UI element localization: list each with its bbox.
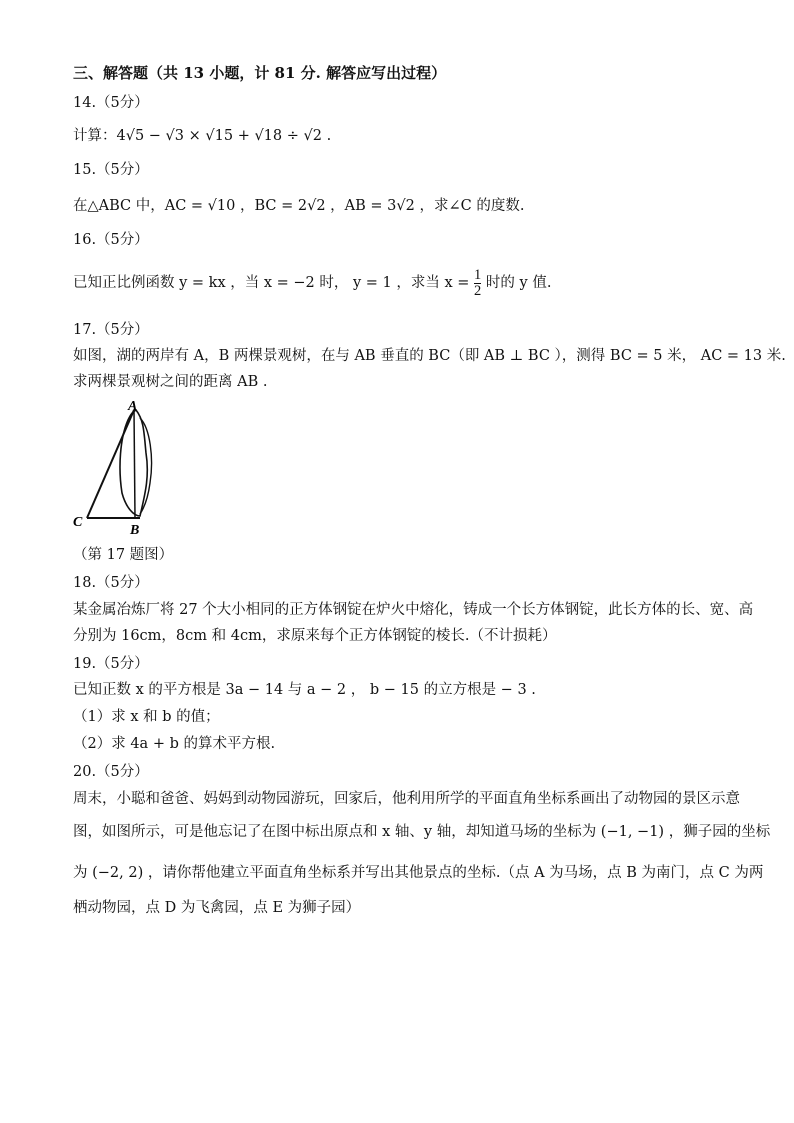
q16-header: 16.（5分） bbox=[73, 232, 149, 248]
q20-line2: 图，如图所示，可是他忘记了在图中标出原点和 x 轴、y 轴，却知道马场的坐标为 (−1, −1) ，狮子园的坐标 bbox=[73, 824, 771, 840]
label-a: A bbox=[128, 399, 138, 414]
q20-line4: 栖动物园，点 D 为飞禽园，点 E 为狮子园） bbox=[73, 900, 361, 916]
q17-figure bbox=[70, 398, 170, 538]
q18-header: 18.（5分） bbox=[73, 575, 149, 591]
q15-header: 15.（5分） bbox=[73, 162, 149, 178]
q16-text-before: 已知正比例函数 y = kx ，当 x = −2 时， y = 1 ，求当 x = bbox=[73, 275, 470, 291]
label-c: C bbox=[73, 515, 83, 530]
q19-sub1: （1）求 x 和 b 的值； bbox=[73, 709, 220, 725]
q20-line1: 周末，小聪和爸爸、妈妈到动物园游玩，回家后，他利用所学的平面直角坐标系画出了动物园的景区示意 bbox=[73, 791, 740, 807]
lake-shore bbox=[140, 418, 152, 514]
segment-ab bbox=[134, 410, 135, 518]
section-title: 三、解答题（共 13 小题，计 81 分. 解答应写出过程） bbox=[73, 64, 447, 82]
segment-ac bbox=[87, 410, 134, 518]
q19-line1: 已知正数 x 的平方根是 3a − 14 与 a − 2 ， b − 15 的立方根是 − 3 . bbox=[73, 682, 536, 698]
q16-text-after: 时的 y 值. bbox=[485, 275, 552, 291]
q20-line3: 为 (−2, 2) ，请你帮他建立平面直角坐标系并写出其他景点的坐标.（点 A 为马场，点 B 为南门，点 C 为两 bbox=[73, 865, 764, 881]
q19-header: 19.（5分） bbox=[73, 656, 149, 672]
q18-line1: 某金属冶炼厂将 27 个大小相同的正方体钢锭在炉火中熔化，铸成一个长方体钢锭，此长方体的长、宽、高 bbox=[73, 602, 754, 618]
q14-header: 14.（5分） bbox=[73, 95, 149, 111]
q20-header: 20.（5分） bbox=[73, 764, 149, 780]
q17-caption: （第 17 题图） bbox=[73, 547, 174, 563]
label-b: B bbox=[130, 523, 140, 538]
q16-fraction bbox=[474, 268, 481, 299]
q17-line2: 求两棵景观树之间的距离 AB . bbox=[73, 374, 268, 390]
q16-text-line bbox=[73, 266, 551, 300]
q15-text: 在△ABC 中，AC = √10 ，BC = 2√2 ，AB = 3√2 ，求∠C 的度数. bbox=[73, 198, 525, 214]
q14-text: 计算：4√5 − √3 × √15 + √18 ÷ √2 . bbox=[73, 128, 332, 144]
q18-line2: 分别为 16cm，8cm 和 4cm，求原来每个正方体钢锭的棱长.（不计损耗） bbox=[73, 628, 557, 644]
q17-line1: 如图，湖的两岸有 A，B 两棵景观树，在与 AB 垂直的 BC（即 AB ⊥ BC ），测得 BC = 5 米， AC = 13 米. bbox=[73, 348, 786, 364]
q17-header: 17.（5分） bbox=[73, 322, 149, 338]
lake-triangle bbox=[87, 410, 140, 518]
q19-sub2: （2）求 4a + b 的算术平方根. bbox=[73, 736, 276, 752]
q16-frac-den: 2 bbox=[474, 282, 482, 299]
q16-frac-num: 1 bbox=[474, 266, 482, 283]
